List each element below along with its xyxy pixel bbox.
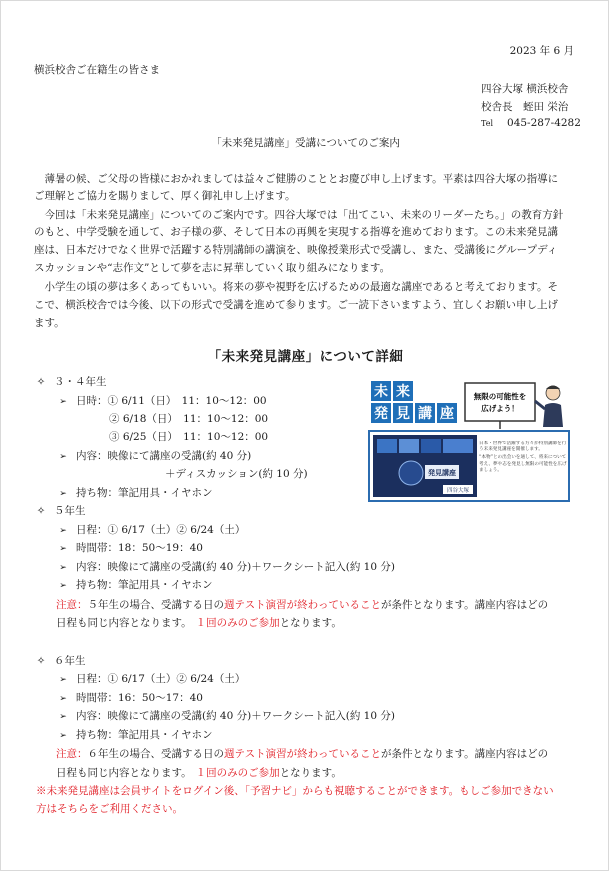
board-text: 広げよう！ (481, 404, 519, 413)
promo-caption: 日本・世界で活躍する方々が特別講師を行う未来発見講座を開催します。 (479, 441, 567, 453)
arrow-bullet-icon: ➢ (59, 489, 67, 499)
diamond-bullet-icon: ✧ (36, 655, 46, 667)
grade-6-items: ➢ 持ち物：筆記用具・イヤホン (56, 727, 213, 745)
body-line: ご理解とご協力を賜りまして、厚く御礼申し上げます。 (34, 190, 296, 202)
grade-5-date: ➢ 日程：① 6/17（土）② 6/24（土） (56, 522, 245, 540)
body-line: 今回は「未来発見講座」についてのご案内です。四谷大塚では「出てこい、未来のリーダーたち。」の教育方針 (34, 209, 564, 221)
arrow-bullet-icon: ➢ (59, 712, 67, 722)
grade-34-label: ✧ ３・４年生 (34, 374, 107, 391)
grade-6-time: ➢ 時間帯：16：50～17：40 (56, 690, 203, 708)
promo-graphic (365, 379, 573, 503)
grade-6-label: ✧ ６年生 (34, 653, 86, 670)
grade-5-items: ➢ 持ち物：筆記用具・イヤホン (56, 577, 213, 595)
arrow-bullet-icon: ➢ (59, 563, 67, 573)
grade-5-label: ✧ ５年生 (34, 503, 86, 520)
promo-image (365, 379, 573, 503)
grade-5-note-2: 日程も同じ内容となります。 １回のみのご参加となります。 (56, 617, 342, 629)
presenter-icon (535, 386, 563, 428)
body-line: スカッションや“志作文”として夢を志に昇華していく取り組みになります。 (34, 262, 391, 274)
body-line: こで、横浜校舎では今後、以下の形式で受講を進めて参ります。ご一読下さいますよう、宜しくお願い申し上げ (34, 299, 558, 311)
grade-5-time: ➢ 時間帯：18：50～19：40 (56, 540, 203, 558)
grade-34-content: ➢ 内容：映像にて講座の受講(約 40 分) (56, 448, 251, 466)
grade-34-date-2: ② 6/18（日） 11：10～12：00 (109, 413, 269, 425)
badge-text: 四谷大塚 (446, 488, 470, 494)
footer-notice-2: 方はそちらをご利用ください。 (36, 803, 183, 815)
arrow-bullet-icon: ➢ (59, 581, 67, 591)
grade-34-items: ➢ 持ち物：筆記用具・イヤホン (56, 485, 213, 503)
arrow-bullet-icon: ➢ (59, 675, 67, 685)
grade-6-note-2: 日程も同じ内容となります。 １回のみのご参加となります。 (56, 767, 342, 779)
body-line: のもと、中学受験を通して、お子様の夢、そして日本の再興を実現する指導を進めております。この未来発見講 (34, 226, 558, 238)
grade-5-note: 注意：５年生の場合、受講する日の週テスト演習が終わっていることが条件となります。講座内容はどの (56, 599, 549, 611)
logo-char: 講 (418, 406, 432, 422)
grade-5-content: ➢ 内容：映像にて講座の受講(約 40 分)＋ワークシート記入(約 10 分) (56, 559, 395, 577)
message-board (465, 383, 535, 421)
arrow-bullet-icon: ➢ (59, 694, 67, 704)
arrow-bullet-icon: ➢ (59, 452, 67, 462)
tel-number: 045-287-4282 (507, 117, 581, 129)
grade-6-date: ➢ 日程：① 6/17（土）② 6/24（土） (56, 671, 245, 689)
logo-char: 未 (374, 384, 388, 400)
document-title: 「未来発見講座」受講についてのご案内 (211, 137, 400, 149)
arrow-bullet-icon: ➢ (59, 397, 67, 407)
body-line: 薄暑の候、ご父母の皆様におかれましては益々ご健勝のこととお慶び申し上げます。平素は四谷大塚の指導に (34, 173, 559, 185)
sender-org: 四谷大塚 横浜校舎 (481, 83, 569, 95)
diamond-bullet-icon: ✧ (36, 376, 46, 388)
sender-principal: 校舎長 蛭田 栄治 (481, 101, 569, 113)
diamond-bullet-icon: ✧ (36, 505, 46, 517)
grade-34-dates: ➢ 日時：① 6/11（日） 11：10～12：00 (56, 393, 267, 411)
logo-char: 見 (396, 406, 410, 422)
date: 2023 年 6 月 (509, 45, 574, 57)
promo-caption: “本物”との出会いを通して、将来について考え、夢や志を発見し無限の可能性を広げましょう。 (479, 455, 567, 473)
arrow-bullet-icon: ➢ (59, 544, 67, 554)
logo-tiles (371, 381, 457, 423)
recipient: 横浜校舎ご在籍生の皆さま (34, 64, 160, 76)
footer-notice: ※未来発見講座は会員サイトをログイン後、「予習ナビ」からも視聴することができます。もしご参加できない (36, 785, 554, 797)
grade-34-content-2: ＋ディスカッション(約 10 分) (165, 468, 308, 480)
board-text: 無限の可能性を (473, 392, 527, 401)
grade-6-content: ➢ 内容：映像にて講座の受講(約 40 分)＋ワークシート記入(約 10 分) (56, 708, 395, 726)
tel-label: Tel (481, 119, 494, 128)
body-line: 小学生の頃の夢は多くあってもいい。将来の夢や視野を広げるための最適な講座であると考えております。そ (34, 281, 559, 293)
screen-title: 発見講座 (428, 469, 456, 477)
grade-34-date-3: ③ 6/25（日） 11：10～12：00 (109, 431, 269, 443)
logo-char: 発 (374, 406, 388, 422)
body-line: ます。 (34, 317, 65, 329)
arrow-bullet-icon: ➢ (59, 731, 67, 741)
logo-char: 座 (440, 406, 454, 422)
sender-tel (481, 117, 581, 129)
grade-6-note: 注意：６年生の場合、受講する日の週テスト演習が終わっていることが条件となります。講座内容はどの (56, 748, 549, 760)
details-heading: 「未来発見講座」について詳細 (207, 349, 404, 365)
logo-char: 来 (396, 384, 410, 400)
arrow-bullet-icon: ➢ (59, 526, 67, 536)
body-line: 座は、日本だけでなく世界で活躍する特別講師の講演を、映像授業形式で受講し、また、受講後にグループディ (34, 244, 558, 256)
